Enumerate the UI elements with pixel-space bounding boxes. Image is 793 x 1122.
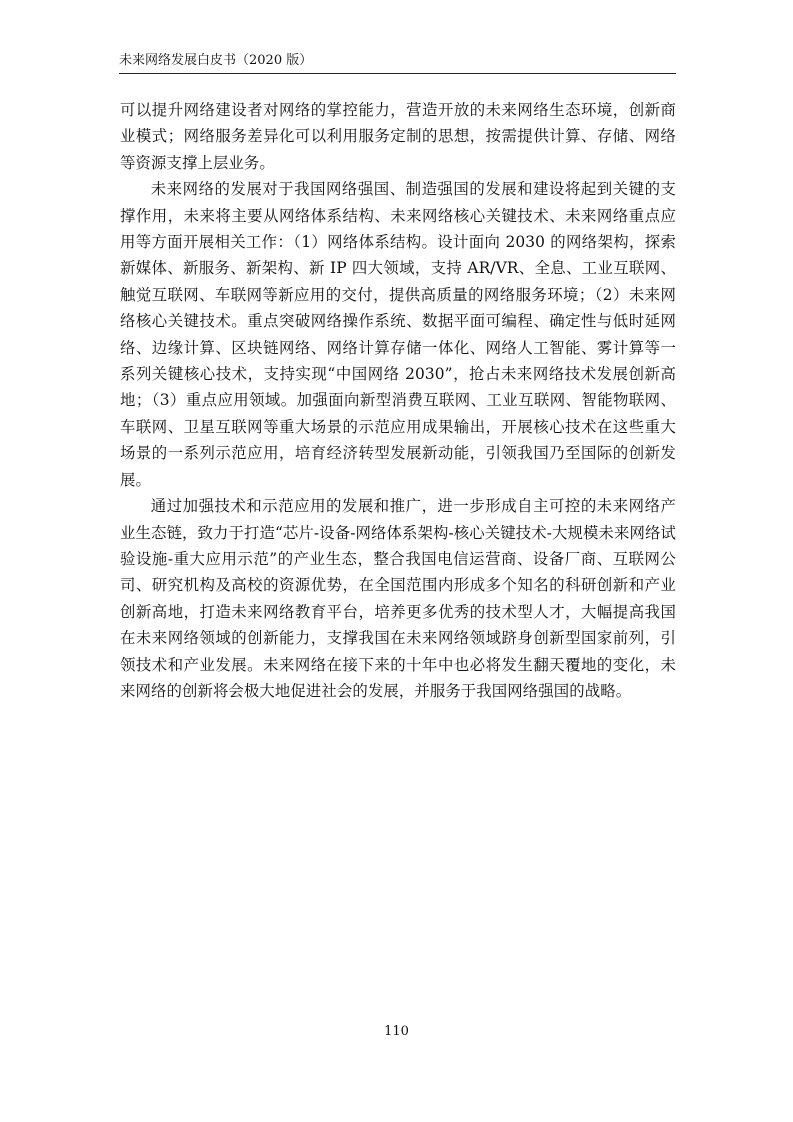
body-text	[120, 97, 676, 704]
paragraph-2: 未来网络的发展对于我国网络强国、制造强国的发展和建设将起到关键的支撑作用，未来将主要从网络体系结构、未来网络核心关键技术、未来网络重点应用等方面开展相关工作：（1）网络体系结构。设计面向 2030 的网络架构，探索新媒体、新服务、新架构、新 IP 四大领域，支持 AR/VR、全息、工业互联网、触觉互联网、车联网等新应用的交付，提供高质量的网络服务环境；（2）未来网络核心关键技术。重点突破网络操作系统、数据平面可编程、确定性与低时延网络、边缘计算、区块链网络、网络计算存储一体化、网络人工智能、雾计算等一系列关键核心技术，支持实现“中国网络 2030”，抢占未来网络技术发展创新高地；（3）重点应用领域。加强面向新型消费互联网、工业互联网、智能物联网、车联网、卫星互联网等重大场景的示范应用成果输出，开展核心技术在这些重大场景的一系列示范应用，培育经济转型发展新动能，引领我国乃至国际的创新发展。	[120, 180, 676, 489]
header-rule	[119, 73, 676, 74]
paragraph-3: 通过加强技术和示范应用的发展和推广，进一步形成自主可控的未来网络产业生态链，致力于打造“芯片-设备-网络体系架构-核心关键技术-大规模未来网络试验设施-重大应用示范”的产业生态，整合我国电信运营商、设备厂商、互联网公司、研究机构及高校的资源优势，在全国范围内形成多个知名的科研创新和产业创新高地，打造未来网络教育平台，培养更多优秀的技术型人才，大幅提高我国在未来网络领域的创新能力，支撑我国在未来网络领域跻身创新型国家前列，引领技术和产业发展。未来网络在接下来的十年中也必将发生翻天覆地的变化，未来网络的创新将会极大地促进社会的发展，并服务于我国网络强国的战略。	[120, 497, 676, 700]
paragraph-1: 可以提升网络建设者对网络的掌控能力，营造开放的未来网络生态环境，创新商业模式；网络服务差异化可以利用服务定制的思想，按需提供计算、存储、网络等资源支撑上层业务。	[120, 101, 676, 172]
running-header: 未来网络发展白皮书（2020 版）	[119, 53, 313, 68]
page-number: 110	[384, 1024, 409, 1039]
